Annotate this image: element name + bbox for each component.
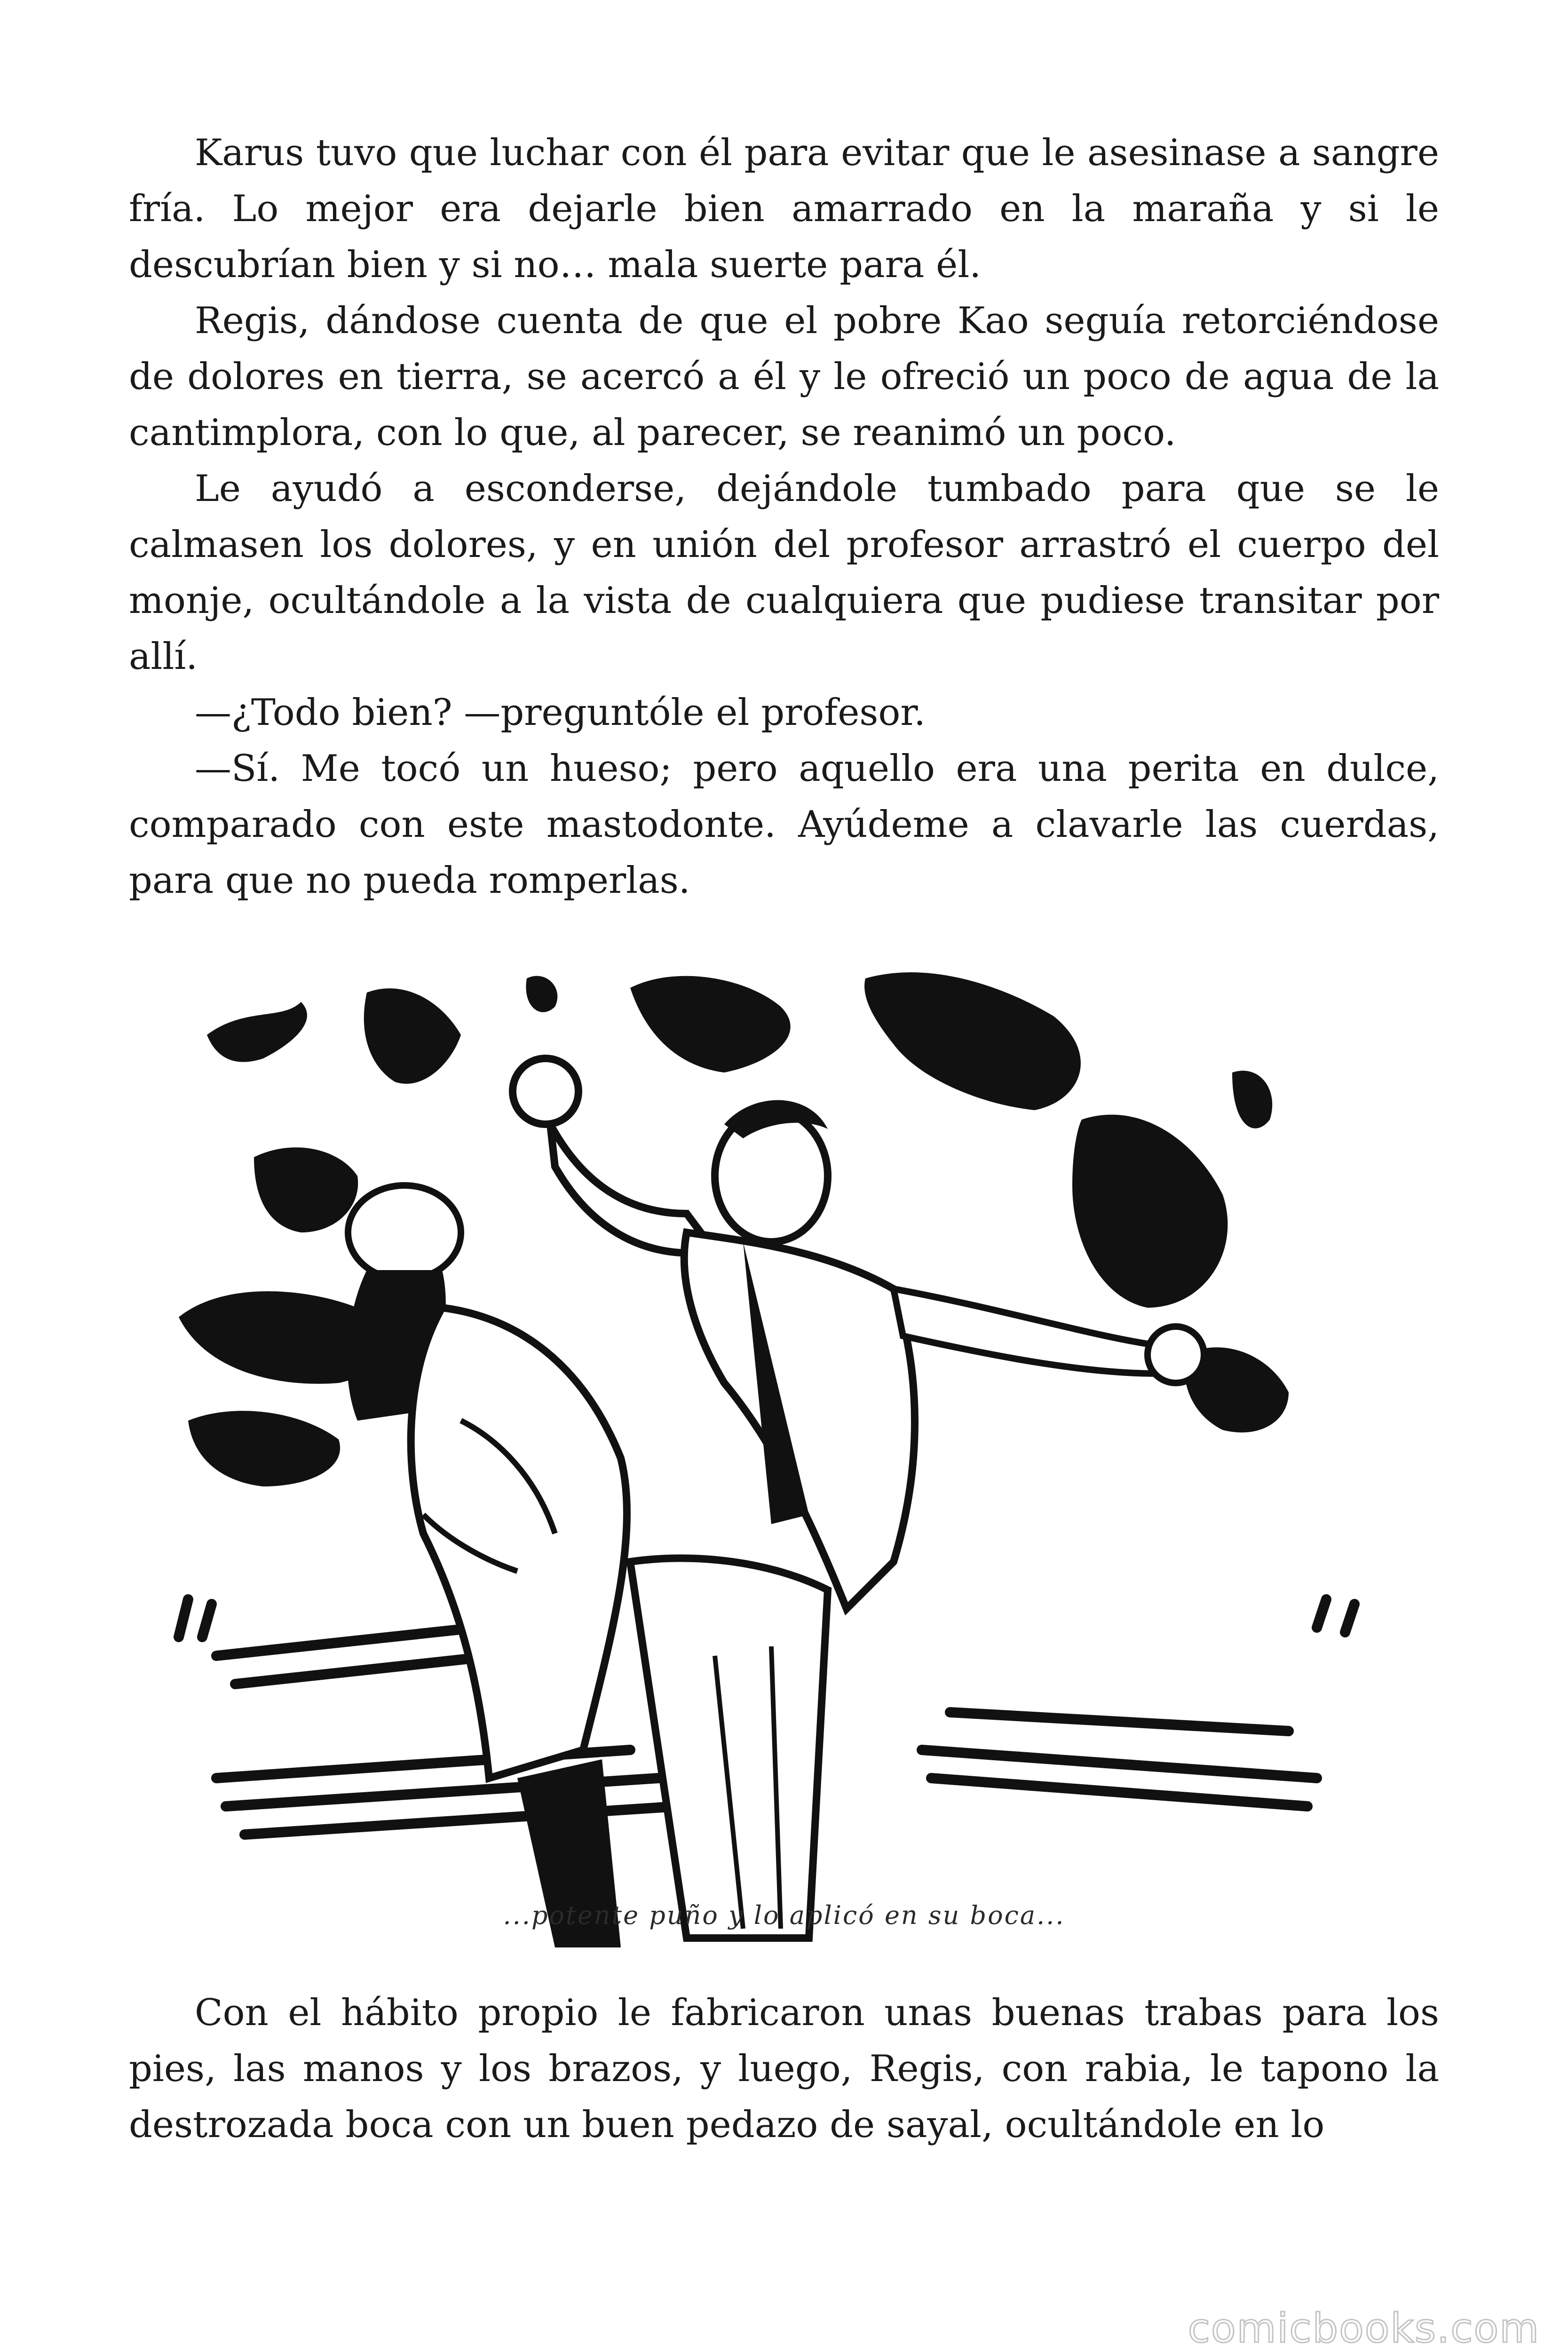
- body-text-top: [129, 125, 1439, 909]
- monk-figure: [347, 1185, 627, 1947]
- paragraph: Regis, dándose cuenta de que el pobre Kao seguía retorciéndose de dolores en tierra, se acercó a él y le ofreció un poco de agua de la cantimplora, con lo que, al parecer, se reanimó un poco.: [129, 300, 1439, 454]
- watermark: comicbooks.com: [1188, 2305, 1540, 2352]
- body-text-bottom: [129, 1985, 1439, 2153]
- paragraph: Karus tuvo que luchar con él para evitar que le asesinase a sangre fría. Lo mejor era dejarle bien amarrado en la maraña y si le descubrían bien y si no… mala suerte para él.: [129, 132, 1439, 286]
- fight-illustration: [160, 950, 1402, 1966]
- paragraph: Con el hábito propio le fabricaron unas buenas trabas para los pies, las manos y los brazos, y luego, Regis, con rabia, le tapono la destrozada boca con un buen pedazo de sayal, ocultándole en lo: [129, 1992, 1439, 2146]
- paragraph: Le ayudó a esconderse, dejándole tumbado para que se le calmasen los dolores, y en unión del profesor arrastró el cuerpo del monje, ocultándole a la vista de cualquiera que pudiese transitar por allí.: [129, 468, 1439, 678]
- illustration-caption: ...potente puño y lo aplicó en su boca...: [503, 1900, 1065, 1930]
- paragraph: —¿Todo bien? —preguntóle el profesor.: [195, 691, 926, 734]
- paragraph: —Sí. Me tocó un hueso; pero aquello era una perita en dulce, comparado con este mastodonte. Ayúdeme a clavarle las cuerdas, para que no pueda romperlas.: [129, 747, 1439, 902]
